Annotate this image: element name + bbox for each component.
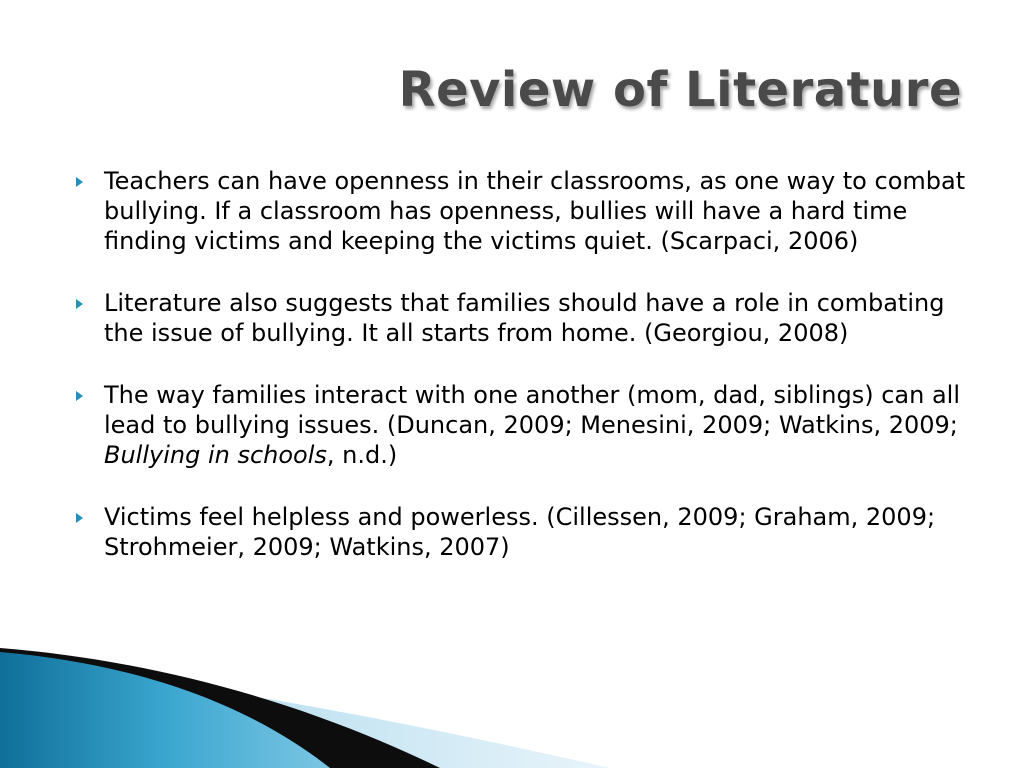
- bullet-item: [74, 288, 974, 348]
- slide-title: Review of Literature: [398, 62, 962, 118]
- triangle-bullet-icon: [76, 177, 83, 187]
- bullet-item: [74, 502, 974, 562]
- bullet-text: Teachers can have openness in their classrooms, as one way to combat bullying. If a classroom has openness, bullies will have a hard time finding victims and keeping the victims quiet. (Scarpaci, 2006): [104, 167, 966, 255]
- bullet-text-segment: The way families interact with one another (mom, dad, siblings) can all lead to bullying issues. (Duncan, 2009; Menesini, 2009; Watkins, 2009;: [104, 381, 961, 439]
- bullet-text: [104, 381, 960, 469]
- triangle-bullet-icon: [76, 391, 83, 401]
- triangle-bullet-icon: [76, 299, 83, 309]
- bullet-text: Literature also suggests that families should have a role in combating the issue of bullying. It all starts from home. (Georgiou, 2008): [104, 289, 945, 347]
- bullet-item: [74, 166, 974, 256]
- bullet-text-segment: , n.d.): [326, 441, 398, 469]
- triangle-bullet-icon: [76, 513, 83, 523]
- bullet-text-italic-segment: Bullying in schools: [104, 441, 327, 469]
- bullet-item: [74, 380, 974, 470]
- bullet-list: [74, 166, 974, 594]
- bullet-text: Victims feel helpless and powerless. (Cillessen, 2009; Graham, 2009; Strohmeier, 2009; Watkins, 2007): [104, 503, 936, 561]
